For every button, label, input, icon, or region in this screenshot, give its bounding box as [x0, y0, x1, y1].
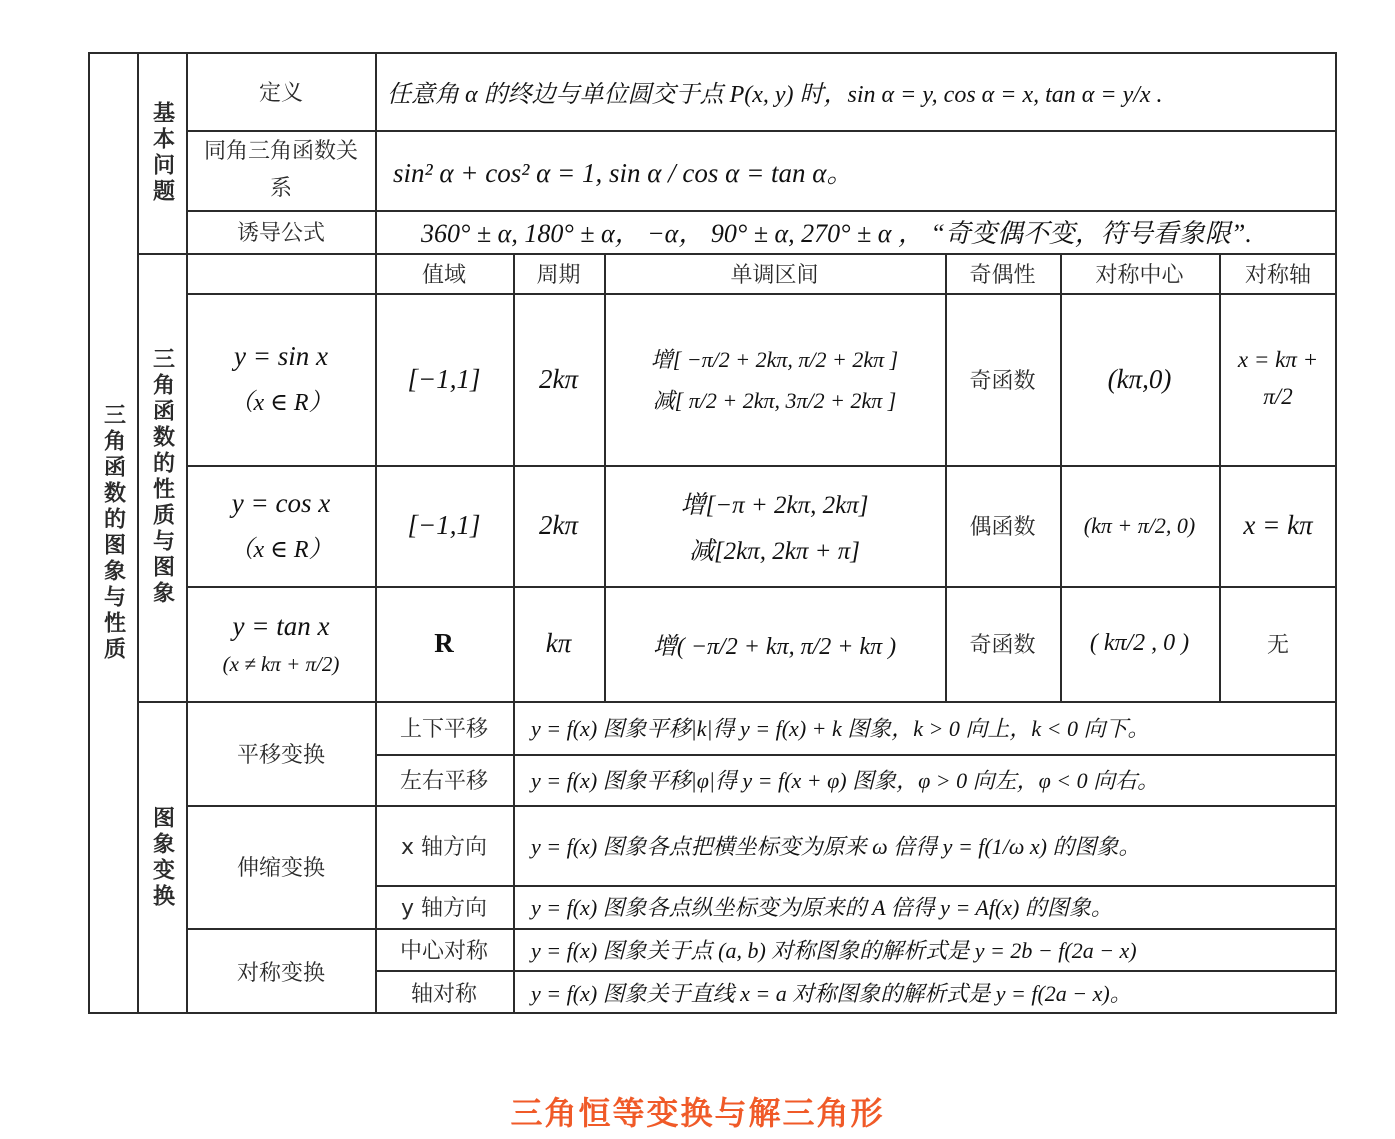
transform-shift: 平移变换 — [236, 742, 325, 768]
cos-range: [−1,1] — [407, 510, 481, 540]
tan-domain: (x ≠ kπ + π/2) — [222, 651, 340, 676]
group-props: 三角函数的性质与图象 — [149, 347, 175, 607]
induction-content: 360° ± α, 180° ± α， −α， 90° ± α, 270° ± α ， “奇变偶不变，符号看象限”. — [421, 219, 1252, 248]
sin-mono-dec: 减[ π/2 + 2kπ, 3π/2 + 2kπ ] — [652, 388, 897, 413]
content-x-scale: y = f(x) 图象各点把横坐标变为原来 ω 倍得 y = f(1/ω x) 的图象。 — [531, 833, 1141, 859]
content-axis-symmetry: y = f(x) 图象关于直线 x = a 对称图象的解析式是 y = f(2a − x)。 — [531, 980, 1132, 1006]
content-vertical-shift: y = f(x) 图象平移|k|得 y = f(x) + k 图象，k > 0 向上，k < 0 向下。 — [531, 716, 1150, 741]
sin-parity: 奇函数 — [969, 368, 1036, 394]
header-parity: 奇偶性 — [969, 262, 1036, 288]
cos-func: y = cos x — [231, 487, 331, 518]
tan-func: y = tan x — [232, 610, 330, 641]
sub-axis-symmetry: 轴对称 — [410, 981, 477, 1007]
sub-y-scale: y 轴方向 — [400, 896, 487, 921]
tan-function-cell — [186, 586, 376, 701]
cos-parity: 偶函数 — [969, 515, 1036, 540]
sub-horizontal-shift: 左右平移 — [399, 769, 488, 794]
group-basic: 基本问题 — [149, 100, 175, 205]
tan-range: R — [434, 628, 454, 658]
sub-center-symmetry: 中心对称 — [399, 938, 488, 964]
section-heading: 三角恒等变换与解三角形 — [510, 1094, 885, 1132]
header-period: 周期 — [536, 262, 581, 288]
transform-symmetry: 对称变换 — [236, 960, 325, 986]
def-content: 任意角 α 的终边与单位圆交于点 P(x, y) 时，sin α = y, cos α = x, tan α = y/x . — [387, 81, 1163, 108]
cos-mono-dec: 减[2kπ, 2kπ + π] — [688, 537, 861, 565]
sin-axis: x = kπ + π/2 — [1237, 347, 1319, 409]
tan-center: ( kπ/2 , 0 ) — [1089, 630, 1190, 656]
same-angle-content: sin² α + cos² α = 1, sin α / cos α = tan α。 — [393, 157, 854, 188]
sin-mono-cell — [604, 293, 945, 465]
header-monotonic: 单调区间 — [730, 262, 819, 288]
sin-function-cell — [186, 293, 376, 465]
sin-func: y = sin x — [234, 341, 328, 371]
header-range: 值域 — [421, 262, 466, 288]
cos-axis: x = kπ — [1243, 510, 1313, 540]
header-center: 对称中心 — [1095, 262, 1184, 288]
cos-center: (kπ + π/2, 0) — [1083, 512, 1196, 538]
main-title: 三角函数的图象与性质 — [100, 403, 126, 663]
sub-x-scale: x 轴方向 — [400, 834, 487, 860]
group-transform: 图象变换 — [149, 805, 175, 910]
content-center-symmetry: y = f(x) 图象关于点 (a, b) 对称图象的解析式是 y = 2b − f(2a − x) — [531, 937, 1137, 963]
tan-mono-inc: 增( −π/2 + kπ, π/2 + kπ ) — [652, 634, 897, 660]
same-angle-label: 同角三角函数关系 — [203, 138, 358, 201]
sin-range: [−1,1] — [407, 363, 481, 394]
sin-center: (kπ,0) — [1107, 363, 1172, 394]
cos-period: 2kπ — [538, 510, 578, 540]
sub-vertical-shift: 上下平移 — [399, 717, 488, 742]
induction-label: 诱导公式 — [236, 221, 325, 246]
sin-mono-inc: 增[ −π/2 + 2kπ, π/2 + 2kπ ] — [650, 347, 899, 372]
cos-function-cell — [186, 465, 376, 586]
cos-mono-cell — [604, 465, 945, 586]
cos-mono-inc: 增[−π + 2kπ, 2kπ] — [680, 491, 869, 519]
sin-period: 2kπ — [538, 363, 578, 394]
def-label: 定义 — [258, 80, 303, 106]
cos-domain: （x ∈ R） — [229, 536, 333, 563]
header-axis: 对称轴 — [1244, 262, 1311, 288]
sin-domain: （x ∈ R） — [229, 390, 333, 416]
content-y-scale: y = f(x) 图象各点纵坐标变为原来的 A 倍得 y = Af(x) 的图象。 — [531, 895, 1113, 920]
content-horizontal-shift: y = f(x) 图象平移|φ|得 y = f(x + φ) 图象，φ > 0 向左，φ < 0 向右。 — [531, 768, 1160, 793]
transform-scale: 伸缩变换 — [236, 856, 325, 881]
tan-parity: 奇函数 — [969, 633, 1036, 658]
tan-axis: 无 — [1266, 633, 1289, 658]
tan-period: kπ — [545, 628, 572, 658]
